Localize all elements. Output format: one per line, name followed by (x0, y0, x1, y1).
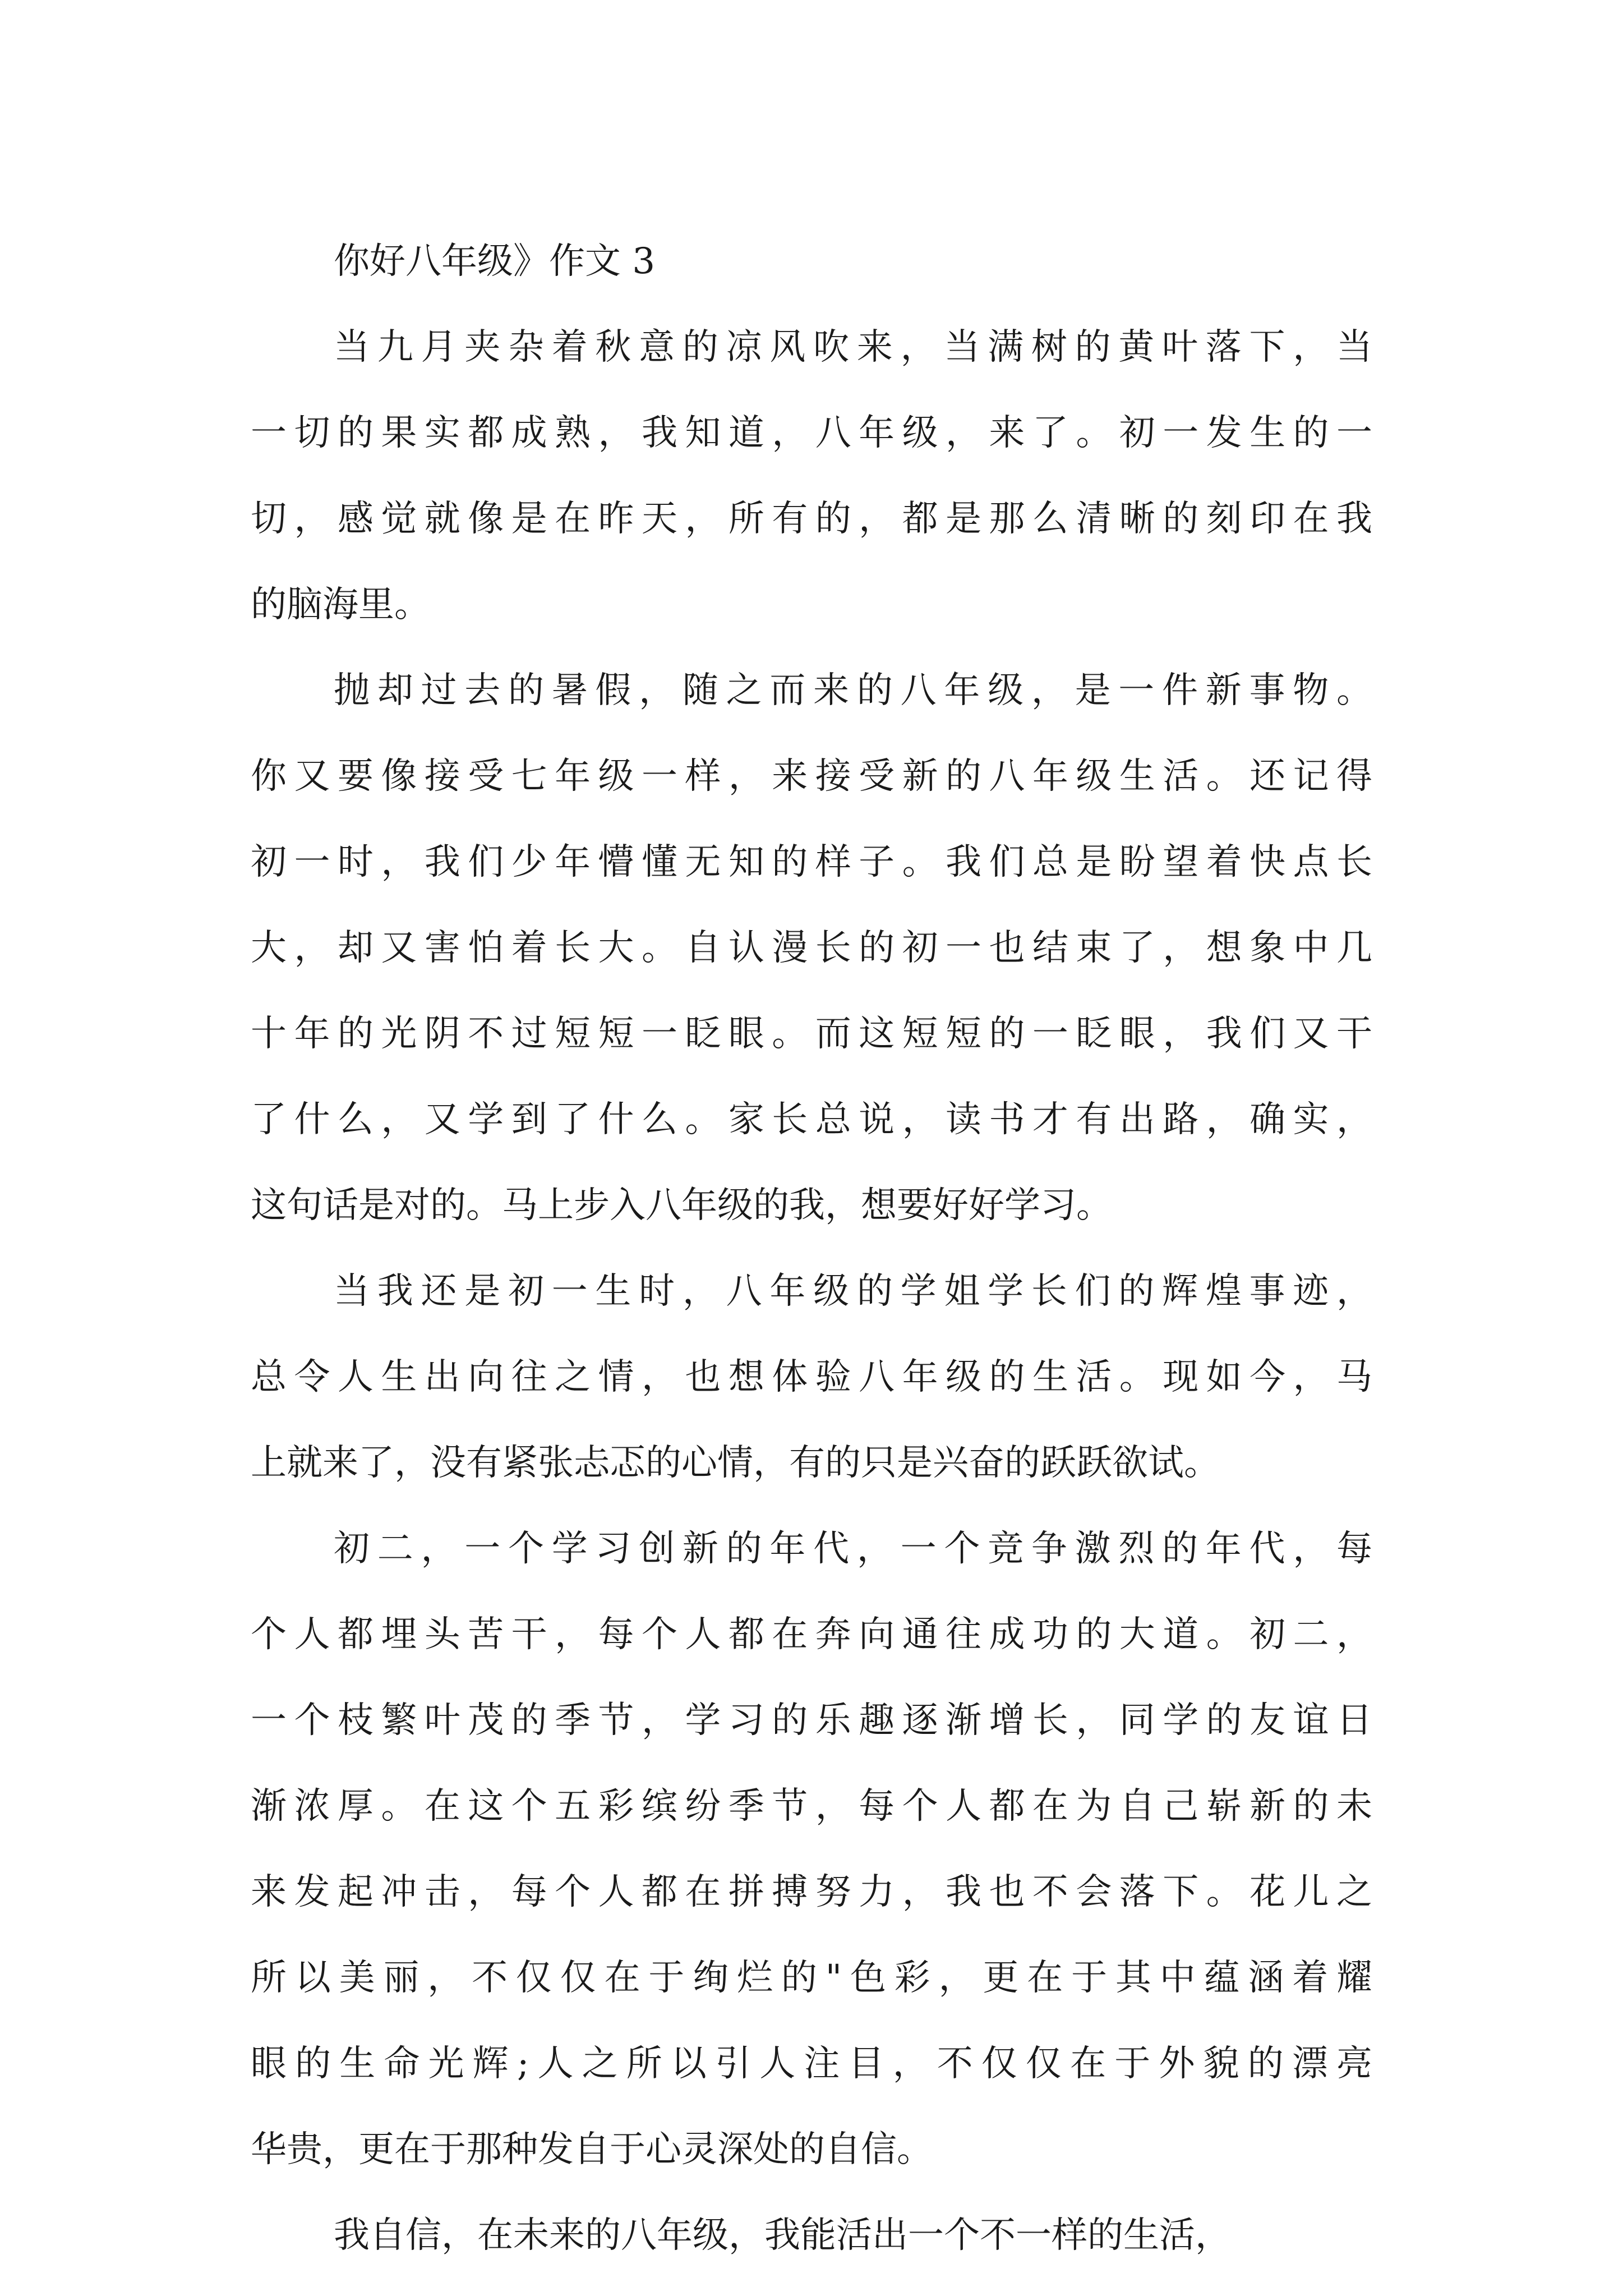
text-line: 抛却过去的暑假，随之而来的八年级，是一件新事物。 (334, 670, 1372, 711)
text-line: 我自信，在未来的八年级，我能活出一个不一样的生活， (334, 2215, 1231, 2256)
text-line: 一个枝繁叶茂的季节，学习的乐趣逐渐增长，同学的友谊日 (251, 1700, 1372, 1741)
text-line: 一切的果实都成熟，我知道，八年级，来了。初一发生的一 (251, 412, 1372, 454)
text-line: 初一时，我们少年懵懂无知的样子。我们总是盼望着快点长 (251, 841, 1372, 883)
text-line: 个人都埋头苦干，每个人都在奔向通往成功的大道。初二， (251, 1614, 1372, 1655)
text-line: 了什么，又学到了什么。家长总说，读书才有出路，确实， (251, 1099, 1372, 1140)
text-line: 的脑海里。 (251, 584, 430, 625)
text-line: 初二，一个学习创新的年代，一个竞争激烈的年代，每 (334, 1528, 1372, 1570)
essay-body (251, 219, 1372, 2279)
text-line: 渐浓厚。在这个五彩缤纷季节，每个人都在为自己崭新的未 (251, 1786, 1372, 1827)
text-line: 来发起冲击，每个人都在拼搏努力，我也不会落下。花儿之 (251, 1871, 1372, 1913)
text-line: 十年的光阴不过短短一眨眼。而这短短的一眨眼，我们又干 (251, 1013, 1372, 1055)
text-line: 这句话是对的。马上步入八年级的我，想要好好学习。 (251, 1185, 1112, 1226)
text-line: 所以美丽，不仅仅在于绚烂的"色彩，更在于其中蕴涵着耀 (251, 1957, 1372, 1999)
paragraph-1 (251, 305, 1372, 648)
text-line: 眼的生命光辉;人之所以引人注目，不仅仅在于外貌的漂亮 (251, 2043, 1372, 2085)
text-line: 华贵，更在于那种发自于心灵深处的自信。 (251, 2129, 933, 2170)
text-line: 当我还是初一生时，八年级的学姐学长们的辉煌事迹， (334, 1271, 1372, 1312)
text-line: 当九月夹杂着秋意的凉风吹来，当满树的黄叶落下，当 (334, 326, 1372, 368)
text-line: 总令人生出向往之情，也想体验八年级的生活。现如今，马 (251, 1356, 1372, 1398)
text-line: 上就来了，没有紧张忐忑的心情，有的只是兴奋的跃跃欲试。 (251, 1442, 1220, 1484)
paragraph-5 (251, 2193, 1372, 2279)
text-line: 你又要像接受七年级一样，来接受新的八年级生活。还记得 (251, 756, 1372, 797)
text-line: 大，却又害怕着长大。自认漫长的初一也结束了，想象中几 (251, 927, 1372, 969)
paragraph-2 (251, 648, 1372, 1249)
paragraph-3 (251, 1249, 1372, 1506)
essay-title: 你好八年级》作文 3 (334, 241, 656, 282)
paragraph-4 (251, 1506, 1372, 2193)
text-line: 切，感觉就像是在昨天，所有的，都是那么清晰的刻印在我 (251, 498, 1372, 540)
